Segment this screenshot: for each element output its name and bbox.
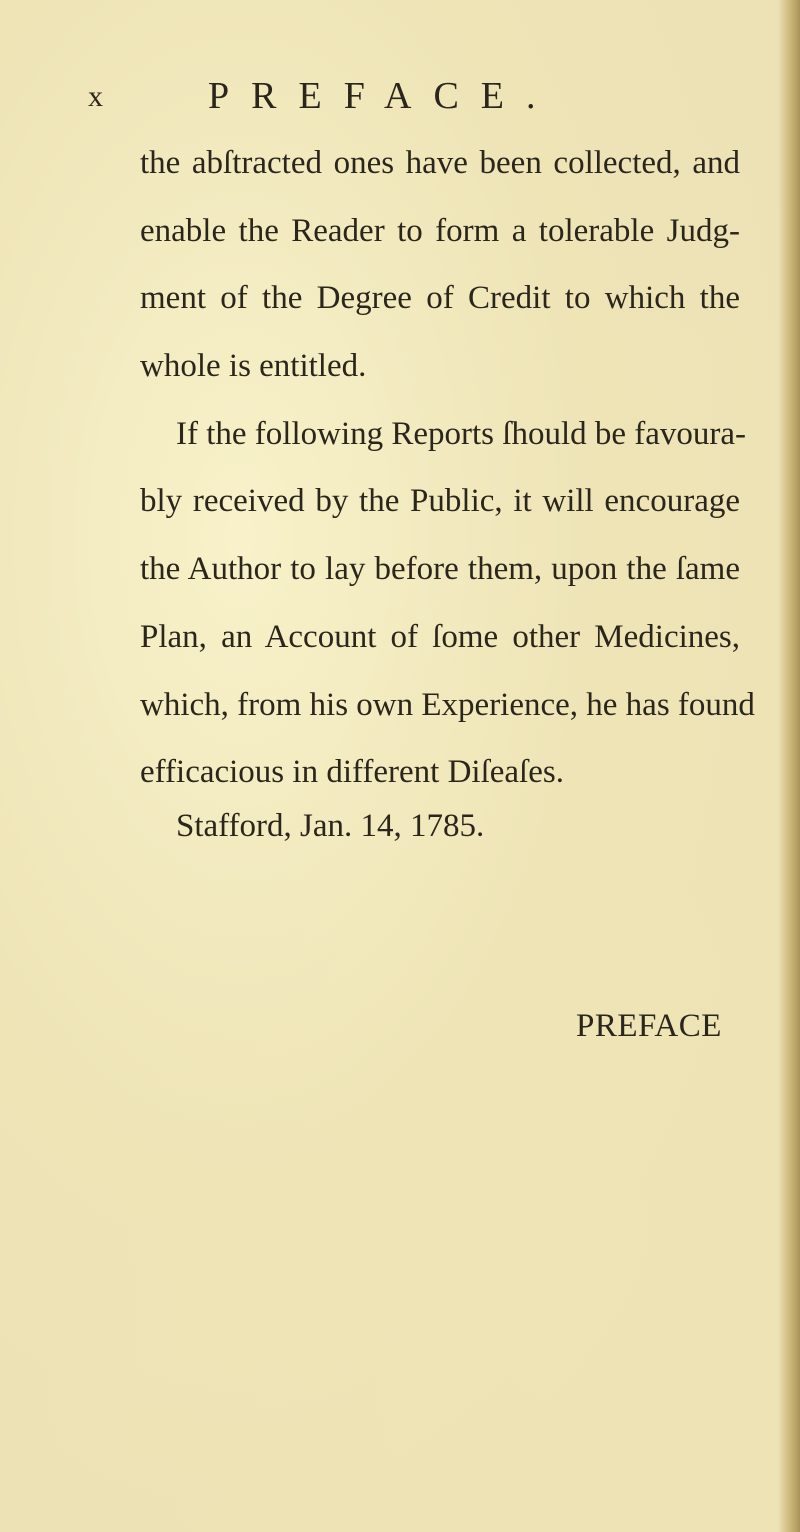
page-header: [88, 74, 608, 124]
body-text: [140, 130, 755, 807]
text-line: the abſtracted ones have been collected, and: [140, 145, 740, 181]
text-line: Plan, an Account of ſome other Medicines,: [140, 618, 740, 655]
text-line: whole is entitled.: [140, 348, 367, 385]
place-date-signature: Stafford, Jan. 14, 1785.: [176, 808, 485, 844]
page-number: x: [88, 80, 104, 113]
running-head: PREFACE.: [208, 75, 558, 117]
text-line: the Author to lay before them, upon the ſame: [140, 551, 740, 588]
text-line: which, from his own Experience, he has found: [140, 686, 755, 723]
catchword: PREFACE: [576, 1008, 722, 1044]
text-line: efficacious in different Diſeaſes.: [140, 754, 564, 791]
text-line: ment of the Degree of Credit to which the: [140, 280, 740, 317]
text-line: If the following Reports ſhould be favoura-: [176, 415, 747, 452]
text-line: enable the Reader to form a tolerable Judg-: [140, 212, 740, 249]
page-edge-shadow: [778, 0, 800, 1532]
text-line: bly received by the Public, it will encourage: [140, 483, 740, 520]
